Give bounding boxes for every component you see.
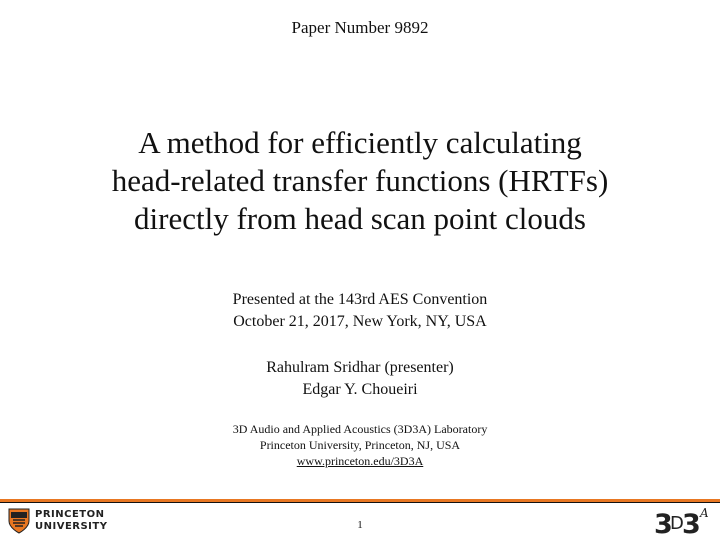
page-number: 1 xyxy=(357,519,363,531)
presenter-name: Rahulram Sridhar (presenter) xyxy=(266,359,454,376)
lab-name: 3D Audio and Applied Acoustics (3D3A) Laboratory xyxy=(232,422,488,436)
princeton-wordmark-line1: PRINCETON xyxy=(35,509,105,520)
svg-text:D: D xyxy=(670,513,684,534)
title-line-1: A method for efficiently calculating xyxy=(138,125,582,160)
svg-text:3: 3 xyxy=(654,509,673,537)
presentation-info xyxy=(0,289,720,333)
conference-line: Presented at the 143rd AES Convention xyxy=(232,291,488,308)
princeton-wordmark-line2: UNIVERSITY xyxy=(35,521,108,532)
lab-info xyxy=(0,421,720,469)
footer-black-rule xyxy=(0,502,720,503)
svg-text:A: A xyxy=(700,506,709,520)
coauthor-name: Edgar Y. Choueiri xyxy=(302,381,418,398)
authors xyxy=(0,357,720,401)
svg-text:3: 3 xyxy=(682,509,701,537)
3d3a-logo-icon xyxy=(654,505,712,537)
title-line-2: head-related transfer functions (HRTFs) xyxy=(111,163,609,198)
institution: Princeton University, Princeton, NJ, USA xyxy=(259,438,461,452)
date-location-line: October 21, 2017, New York, NY, USA xyxy=(233,313,487,330)
lab-url-link[interactable]: www.princeton.edu/3D3A xyxy=(296,454,424,468)
slide-title xyxy=(0,124,720,238)
title-line-3: directly from head scan point clouds xyxy=(134,201,586,236)
paper-number: Paper Number 9892 xyxy=(291,18,429,37)
